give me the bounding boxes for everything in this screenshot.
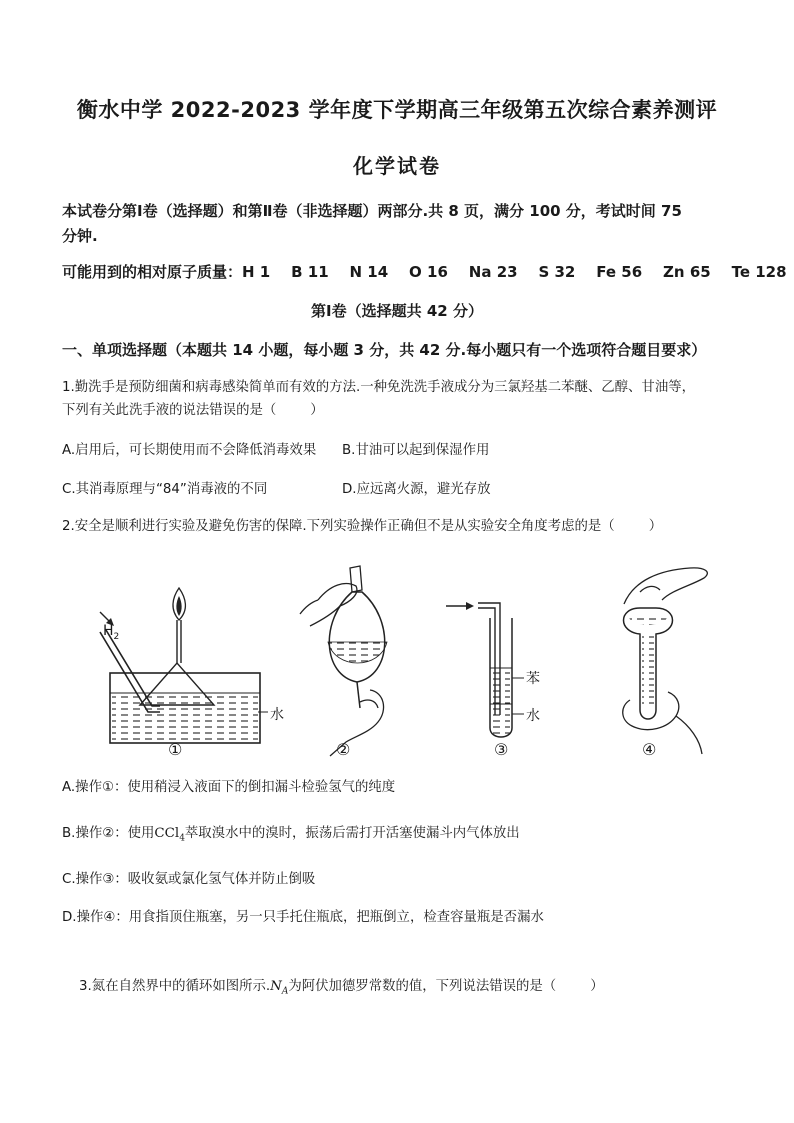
q1-option-d [342,479,642,501]
q1-stem-line-2: 下列有关此洗手液的说法错误的是（ ） [62,403,324,418]
q3-stem-suffix: 为阿伏加德罗常数的值，下列说法错误的是（ ） [288,979,604,994]
h2-label: $H_2$ [103,623,120,642]
q2-option-b-prefix: B.操作②：使用 [62,826,155,841]
apparatus-drawing [0,550,794,770]
water-label-1: 水 [270,707,284,723]
q1-option-c-text: C.其消毒原理与“84”消毒液的不同 [62,482,268,497]
q3-stem [62,954,742,1025]
q2-option-d: D.操作④：用食指顶住瓶塞，另一只手托住瓶底，把瓶倒立，检查容量瓶是否漏水 [62,910,544,925]
benzene-label: 苯 [526,671,540,687]
figure-number-4: ④ [642,740,657,759]
q1-option-b-text: B.甘油可以起到保湿作用 [342,443,490,458]
q2-option-b-suffix: 萃取溴水中的溴时，振荡后需打开活塞使漏斗内气体放出 [184,826,520,841]
q1-option-d-text: D.应远离火源，避光存放 [342,482,491,497]
figure-number-3: ③ [494,740,509,759]
intro-line-2: 分钟. [62,227,98,245]
q2-option-b [62,823,742,850]
section-heading: 一、单项选择题（本题共 14 小题，每小题 3 分，共 42 分.每小题只有一个选项符合题目要求） [62,341,707,359]
water-label-3: 水 [526,708,540,724]
figure-number-1: ① [168,740,183,759]
q1-option-b [342,440,642,462]
avogadro-symbol: $N_A$ [270,979,289,997]
intro-line-1: 本试卷分第Ⅰ卷（选择题）和第Ⅱ卷（非选择题）两部分.共 8 页，满分 100 分，考试时间 75 [62,202,682,220]
apparatus-3 [446,602,524,737]
apparatus-2 [300,566,387,756]
atomic-masses: 可能用到的相对原子质量：H 1 B 11 N 14 O 16 Na 23 S 32 Fe 56 Zn 65 Te 128 [62,263,787,281]
q3-stem-prefix: 3.氮在自然界中的循环如图所示. [79,979,271,994]
q2-option-c: C.操作③：吸收氨或氯化氢气体并防止倒吸 [62,872,316,887]
exam-subtitle: 化学试卷 [353,154,441,178]
q1-stem-line-1: 1.勤洗手是预防细菌和病毒感染简单而有效的方法.一种免洗洗手液成分为三氯羟基二苯醚、乙醇、甘油等， [62,380,695,395]
q2-option-a: A.操作①：使用稍浸入液面下的倒扣漏斗检验氢气的纯度 [62,780,396,795]
part-title: 第Ⅰ卷（选择题共 42 分） [311,302,483,320]
ccl4-formula: CCl$_4$ [154,826,185,844]
exam-title: 衡水中学 2022-2023 学年度下学期高三年级第五次综合素养测评 [76,98,718,122]
apparatus-1 [100,588,268,743]
q1-option-a-text: A.启用后，可长期使用而不会降低消毒效果 [62,443,317,458]
q2-apparatus-figure [0,550,794,770]
figure-number-2: ② [336,740,351,759]
q2-stem: 2.安全是顺利进行实验及避免伤害的保障.下列实验操作正确但不是从实验安全角度考虑的是（ ） [62,519,663,534]
apparatus-4 [623,568,708,754]
